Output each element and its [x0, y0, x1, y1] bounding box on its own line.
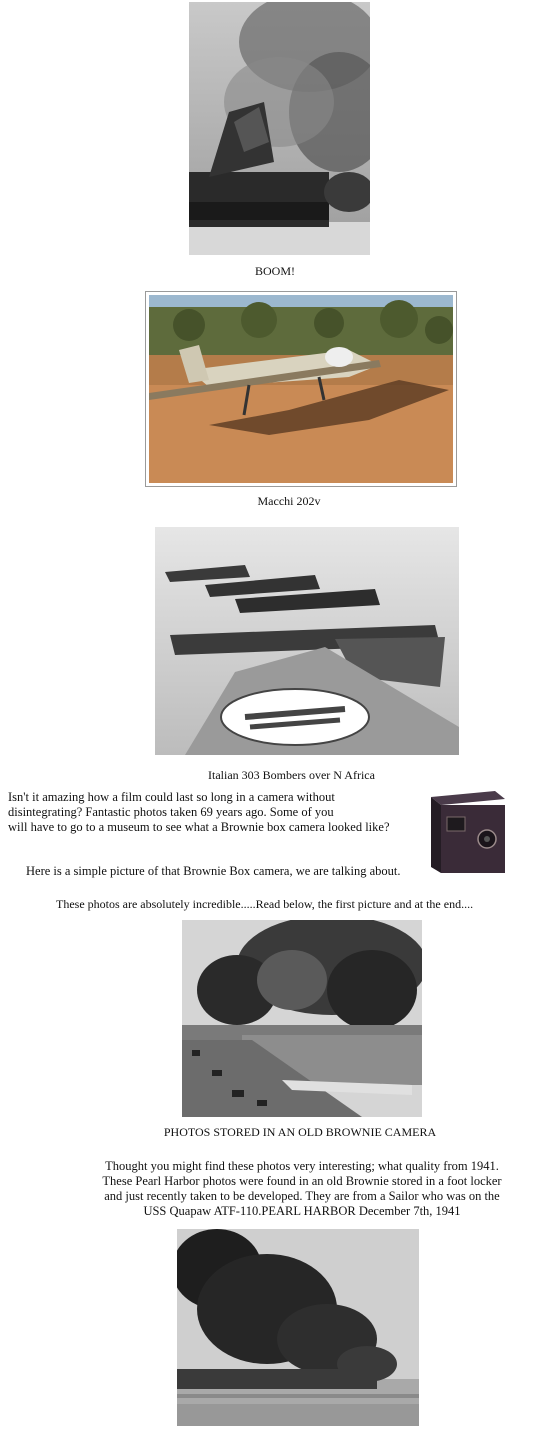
intro-line-3: will have to go to a museum to see what a Brownie box camera looked like? — [8, 820, 390, 834]
bombers-caption: Italian 303 Bombers over N Africa — [208, 768, 375, 782]
macchi-202v-photo — [149, 295, 453, 483]
italian-bombers-photo — [155, 527, 459, 755]
story-paragraph — [0, 1159, 550, 1219]
tank-explosion-photo — [189, 2, 370, 255]
intro-line-2: disintegrating? Fantastic photos taken 69 years ago. Some of you — [8, 805, 334, 819]
boom-caption: BOOM! — [254, 264, 295, 278]
camera-description: Here is a simple picture of that Brownie Box camera, we are talking about. — [26, 864, 401, 878]
pearl-harbor-smoke-photo — [182, 920, 422, 1117]
brownie-camera-photo — [425, 787, 510, 879]
intro-paragraph — [8, 790, 428, 835]
macchi-photo-frame — [145, 291, 457, 487]
story-line-3: and just recently taken to be developed. They are from a Sailor who was on the — [104, 1189, 500, 1203]
macchi-caption: Macchi 202v — [257, 494, 321, 508]
story-line-4: USS Quapaw ATF-110.PEARL HARBOR December 7th, 1941 — [143, 1204, 461, 1218]
pearl-harbor-shoreline-photo — [177, 1229, 419, 1426]
brownie-caption: PHOTOS STORED IN AN OLD BROWNIE CAMERA — [163, 1125, 437, 1139]
incredible-line: These photos are absolutely incredible.....Read below, the first picture and at the end.... — [56, 897, 474, 911]
intro-line-1: Isn't it amazing how a film could last so long in a camera without — [8, 790, 335, 804]
story-line-1: Thought you might find these photos very interesting; what quality from 1941. — [105, 1159, 499, 1173]
story-line-2: These Pearl Harbor photos were found in an old Brownie stored in a foot locker — [102, 1174, 502, 1188]
